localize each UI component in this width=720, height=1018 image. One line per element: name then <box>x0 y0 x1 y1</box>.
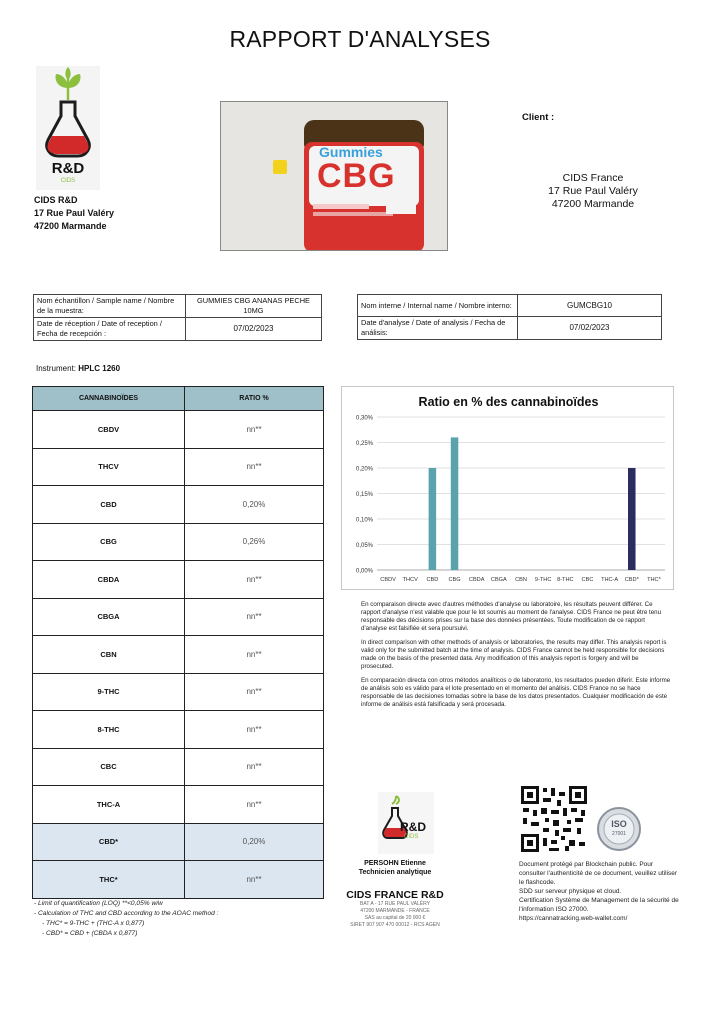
client-name: CIDS France <box>562 172 624 184</box>
blockchain-line: Certification Système de Management de la sécurité de l'information ISO 27000. <box>519 897 679 913</box>
company-name: CIDS FRANCE R&D <box>346 889 444 901</box>
footnote-thc-formula: - THC* = 9-THC + (THC-A x 0,877) <box>42 920 145 927</box>
cannabinoid-name: CBD <box>33 486 185 524</box>
disclaimer-es: En comparación directa con otros métodos analíticos o de laboratorio, los resultados pueden diferir. Este informe de análisis solo es válido para el lote presentado en el momento del análisis. CIDS France no se hace responsable de las decisiones tomadas sobre la base de los datos presentados. Cualquier modificación de este informe de análisis está falsificada y será procesada. <box>361 677 671 708</box>
cannabinoid-ratio: nn** <box>185 673 324 711</box>
company-stamp <box>340 901 450 929</box>
tech-logo-subtext: CIDS <box>404 834 419 840</box>
x-tick-label: CBG <box>448 577 461 583</box>
table-row <box>33 486 324 524</box>
stamp-line: BAT A - 17 RUE PAUL VALÉRY <box>360 901 430 907</box>
stamp-line: SIRET 907 907 470 00012 - RCS AGEN <box>350 922 440 928</box>
cannabinoid-name: 9-THC <box>33 673 185 711</box>
lab-city: 47200 Marmande <box>34 221 107 231</box>
technician-name: PERSOHN Etienne <box>364 860 426 867</box>
iso-label: ISO <box>611 819 627 829</box>
cannabinoid-ratio: nn** <box>185 711 324 749</box>
instrument-label: Instrument: <box>36 364 77 373</box>
cannabinoid-name: CBD* <box>33 823 185 861</box>
x-tick-label: CBC <box>581 577 594 583</box>
lab-street: 17 Rue Paul Valéry <box>34 208 115 218</box>
sample-name-value: GUMMIES CBG ANANAS PECHE 10MG <box>186 295 322 318</box>
cannabinoid-name: CBN <box>33 636 185 674</box>
cannabinoid-ratio: nn** <box>185 861 324 899</box>
chart-bar <box>451 437 459 570</box>
cannabinoid-ratio: nn** <box>185 598 324 636</box>
table-row <box>33 786 324 824</box>
cannabinoid-table <box>32 386 324 899</box>
report-title: RAPPORT D'ANALYSES <box>229 26 491 52</box>
footnotes <box>34 899 218 939</box>
x-tick-label: CBDV <box>380 577 396 583</box>
cannabinoid-ratio: nn** <box>185 411 324 449</box>
cannabinoid-ratio: 0,20% <box>185 823 324 861</box>
footnote-loq: - Limit of quantification (LOQ) **<0,05% w/w <box>34 900 163 907</box>
cannabinoid-ratio: nn** <box>185 561 324 599</box>
chart-title: Ratio en % des cannabinoïdes <box>418 395 599 409</box>
tech-logo-text: R&D <box>400 820 426 834</box>
disclaimers <box>361 601 671 715</box>
qr-code-icon[interactable] <box>519 784 589 854</box>
table-row <box>33 598 324 636</box>
cannabinoid-name: CBDV <box>33 411 185 449</box>
chart-plot <box>342 387 675 591</box>
jar-brand-text: Gummies <box>319 144 383 160</box>
iso-certification-icon <box>596 806 642 852</box>
x-tick-label: CBD* <box>624 577 639 583</box>
x-tick-label: CBDA <box>468 577 485 583</box>
instrument-value: HPLC 1260 <box>78 364 121 373</box>
table-row <box>33 448 324 486</box>
instrument-line <box>36 364 120 373</box>
y-tick-label: 0,05% <box>355 543 373 549</box>
disclaimer-fr: En comparaison directe avec d'autres méthodes d'analyse ou laboratoire, les résultats peuvent différer. Ce rapport d'analyse n'est valable que pour le lot soumis au moment de l'analyse. CIDS France ne peut être tenu responsable des décisions prises sur la base des données présentées. Toute modification de ce rapport d'analyse est falsifiée et sera poursuivi. <box>361 601 662 632</box>
technician-logo <box>378 792 434 854</box>
stamp-line: SAS au capital de 20 000 € <box>364 915 426 921</box>
table-row <box>33 748 324 786</box>
table-row <box>33 411 324 449</box>
cannabinoid-name: THCV <box>33 448 185 486</box>
table-row <box>33 561 324 599</box>
reception-date-value: 07/02/2023 <box>186 318 322 341</box>
client-address <box>528 172 658 211</box>
chart-bar <box>429 468 437 570</box>
cannabinoid-name: THC* <box>33 861 185 899</box>
lab-logo-text: R&D <box>51 160 85 177</box>
table-row <box>33 636 324 674</box>
cannabinoid-name: CBC <box>33 748 185 786</box>
cannabinoid-ratio: 0,26% <box>185 523 324 561</box>
table-row <box>33 711 324 749</box>
y-tick-label: 0,00% <box>355 568 373 575</box>
lab-name: CIDS R&D <box>34 195 78 205</box>
col-header-ratio: RATIO % <box>185 387 324 411</box>
table-row <box>33 523 324 561</box>
cannabinoid-ratio: nn** <box>185 786 324 824</box>
y-tick-label: 0,10% <box>355 517 373 524</box>
sample-name-label: Nom échantillon / Sample name / Nombre de la muestra: <box>34 295 186 318</box>
product-photo <box>220 101 448 251</box>
lab-address <box>34 194 114 233</box>
disclaimer-en: In direct comparison with other methods of analysis or laboratories, the results may differ. This analysis report is valid only for the submitted batch at the time of analysis. CIDS France cannot be held responsible for decisions made on the basis of the presented data. Any modification of this analysis report is forgery and will be prosecuted. <box>361 639 667 670</box>
y-tick-label: 0,25% <box>355 441 373 447</box>
stamp-line: 47200 MARMANDE - FRANCE <box>360 908 430 914</box>
lab-logo-subtext: CIDS <box>60 178 76 184</box>
x-tick-label: THC* <box>647 577 661 583</box>
technician-role: Technicien analytique <box>358 869 432 876</box>
client-street: 17 Rue Paul Valéry <box>548 185 638 197</box>
cannabinoid-ratio: nn** <box>185 448 324 486</box>
technician-info <box>340 859 450 877</box>
x-tick-label: CBN <box>515 577 527 583</box>
y-tick-label: 0,15% <box>355 492 373 498</box>
analysis-date-label: Date d'analyse / Date of analysis / Fecha de análisis: <box>358 317 518 340</box>
footnote-method: - Calculation of THC and CBD according to the AOAC method : <box>34 910 219 917</box>
cannabinoid-ratio: nn** <box>185 748 324 786</box>
iso-number: 27001 <box>612 831 626 837</box>
x-tick-label: 8-THC <box>557 577 574 583</box>
internal-name-label: Nom interne / Internal name / Nombre interno: <box>358 295 518 317</box>
sample-info-table-left <box>33 294 322 341</box>
blockchain-line: Document protégé par Blockchain public. Pour consulter l'authenticité de ce document, veuillez utiliser le flashcode. <box>519 861 678 886</box>
iso-badge <box>596 806 642 852</box>
x-tick-label: CBGA <box>490 577 507 583</box>
reception-date-label: Date de réception / Date of reception / Fecha de recepción : <box>34 318 186 341</box>
cannabinoid-ratio: 0,20% <box>185 486 324 524</box>
chart-bar <box>628 468 636 570</box>
cannabinoid-name: CBGA <box>33 598 185 636</box>
table-row-total <box>33 823 324 861</box>
blockchain-link[interactable]: https://cannatracking.web-wallet.com/ <box>519 915 628 922</box>
analysis-date-value: 07/02/2023 <box>518 317 662 340</box>
blockchain-line: SDD sur serveur physique et cloud. <box>519 888 622 895</box>
footnote-cbd-formula: - CBD* = CBD + (CBDA x 0,877) <box>42 930 138 937</box>
x-tick-label: 9-THC <box>534 577 552 583</box>
client-city: 47200 Marmande <box>551 198 635 210</box>
cannabinoid-ratio: nn** <box>185 636 324 674</box>
x-tick-label: THC-A <box>601 577 619 583</box>
lab-logo <box>36 66 100 190</box>
cannabinoid-name: 8-THC <box>33 711 185 749</box>
internal-name-value: GUMCBG10 <box>518 295 662 317</box>
x-tick-label: THCV <box>402 577 418 583</box>
blockchain-note <box>519 860 679 923</box>
col-header-cannabinoids: CANNABINOÏDES <box>33 387 185 411</box>
y-tick-label: 0,30% <box>355 415 373 422</box>
cannabinoid-name: THC-A <box>33 786 185 824</box>
table-row-total <box>33 861 324 899</box>
sample-info-table-right <box>357 294 662 340</box>
jar-product-text: CBG <box>317 157 396 195</box>
client-label: Client : <box>522 112 555 123</box>
x-tick-label: CBD <box>426 577 439 583</box>
cannabinoid-chart <box>341 386 674 590</box>
cannabinoid-name: CBG <box>33 523 185 561</box>
y-tick-label: 0,20% <box>355 466 373 473</box>
cannabinoid-name: CBDA <box>33 561 185 599</box>
table-row <box>33 673 324 711</box>
